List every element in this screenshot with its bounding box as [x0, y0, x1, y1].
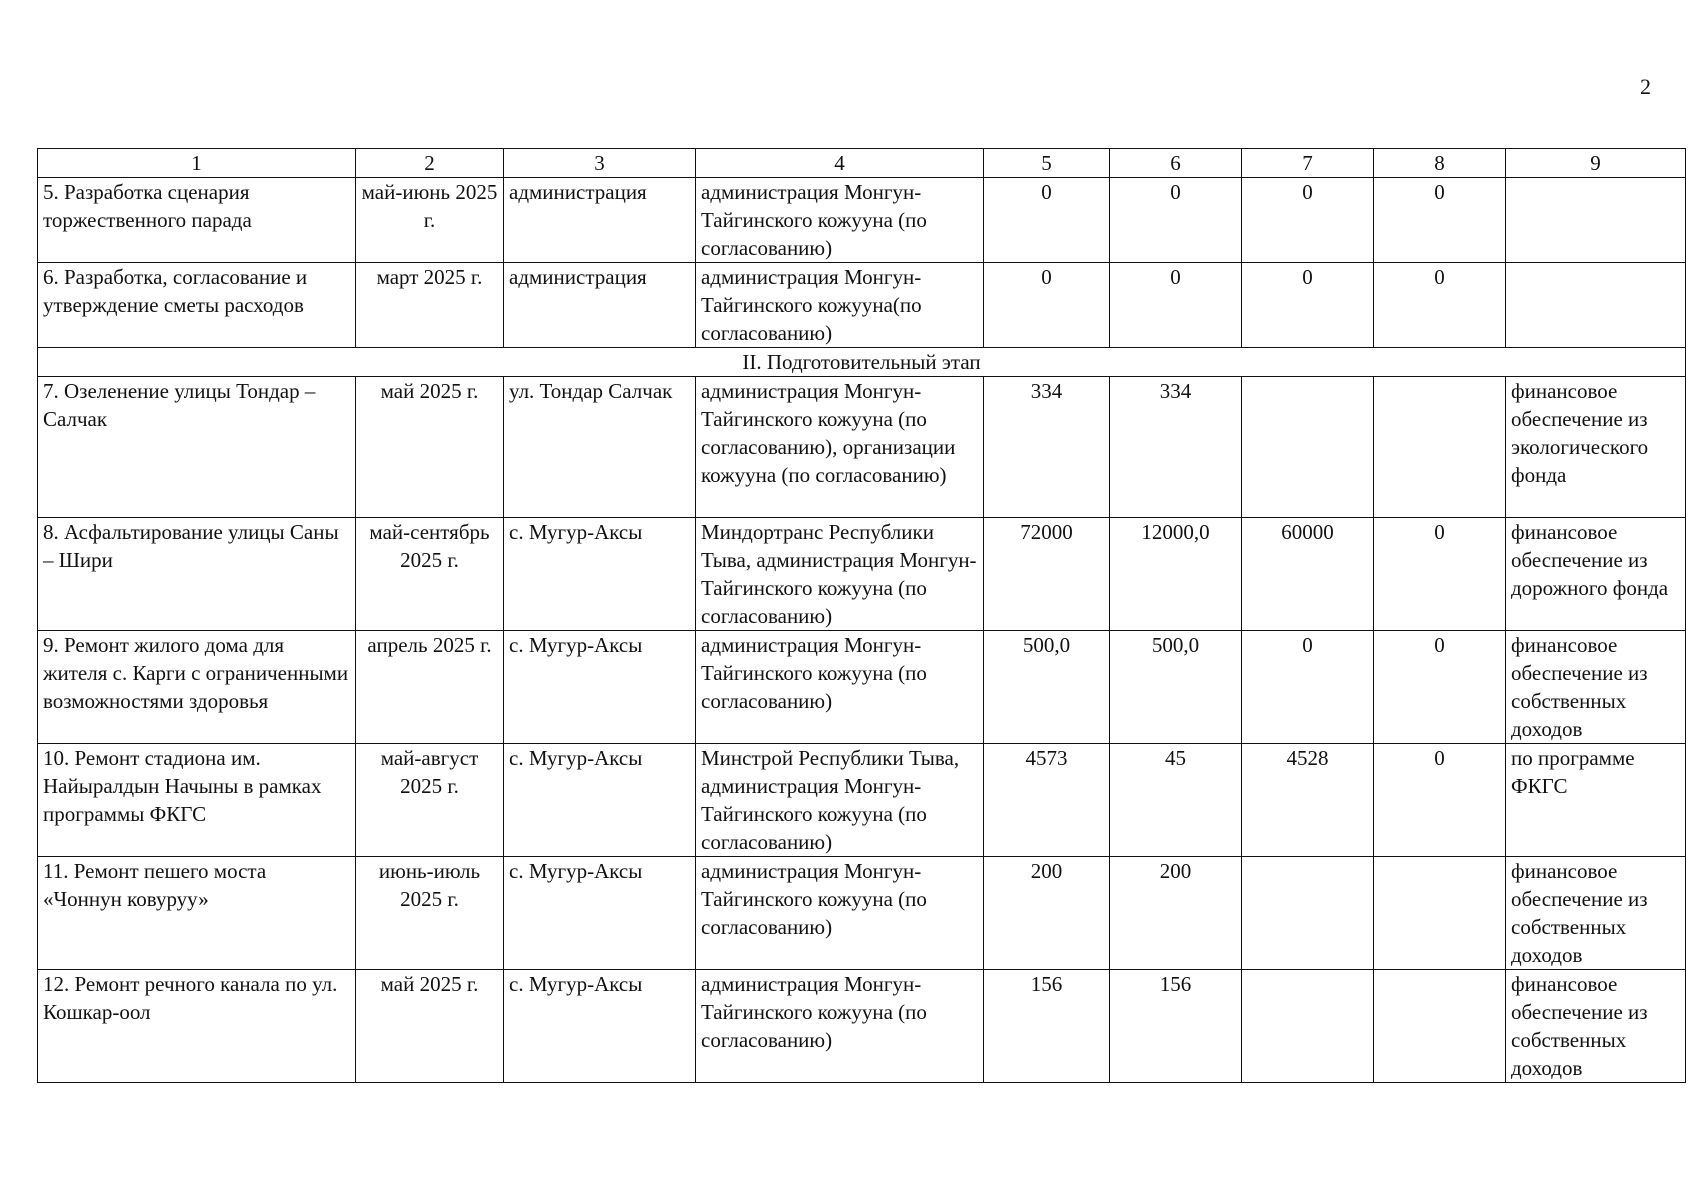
responsible-cell: Минстрой Республики Тыва, администрация Монгун-Тайгинского кожууна (по согласованию) — [696, 744, 984, 857]
col8-cell — [1374, 377, 1506, 518]
place-cell: с. Мугур-Аксы — [504, 631, 696, 744]
place-cell: администрация — [504, 263, 696, 348]
place-cell: с. Мугур-Аксы — [504, 857, 696, 970]
col8-cell — [1374, 970, 1506, 1083]
event-cell: 5. Разработка сценария торжественного парада — [38, 178, 356, 263]
column-header-8: 8 — [1374, 149, 1506, 178]
col8-cell: 0 — [1374, 518, 1506, 631]
place-cell: администрация — [504, 178, 696, 263]
event-cell: 12. Ремонт речного канала по ул. Кошкар-оол — [38, 970, 356, 1083]
table-row — [38, 970, 1686, 1083]
column-header-2: 2 — [356, 149, 504, 178]
event-cell: 9. Ремонт жилого дома для жителя с. Карги с ограниченными возможностями здоровья — [38, 631, 356, 744]
col8-cell: 0 — [1374, 744, 1506, 857]
col6-cell: 500,0 — [1110, 631, 1242, 744]
date-cell: апрель 2025 г. — [356, 631, 504, 744]
section-title: II. Подготовительный этап — [38, 348, 1686, 377]
column-header-9: 9 — [1506, 149, 1686, 178]
col5-cell: 156 — [984, 970, 1110, 1083]
note-cell: финансовое обеспечение из экологического фонда — [1506, 377, 1686, 518]
note-cell: финансовое обеспечение из собственных доходов — [1506, 857, 1686, 970]
note-cell: финансовое обеспечение из дорожного фонда — [1506, 518, 1686, 631]
col7-cell — [1242, 970, 1374, 1083]
note-cell — [1506, 178, 1686, 263]
col8-cell: 0 — [1374, 178, 1506, 263]
col6-cell: 0 — [1110, 263, 1242, 348]
date-cell: май-июнь 2025 г. — [356, 178, 504, 263]
date-cell: май-сентябрь 2025 г. — [356, 518, 504, 631]
col6-cell: 334 — [1110, 377, 1242, 518]
date-cell: июнь-июль 2025 г. — [356, 857, 504, 970]
event-cell: 11. Ремонт пешего моста «Чоннун ковуруу» — [38, 857, 356, 970]
table-row — [38, 263, 1686, 348]
section-row — [38, 348, 1686, 377]
col6-cell: 156 — [1110, 970, 1242, 1083]
col5-cell: 0 — [984, 263, 1110, 348]
event-cell: 10. Ремонт стадиона им. Найыралдын Начыны в рамках программы ФКГС — [38, 744, 356, 857]
page-number: 2 — [1640, 74, 1651, 99]
note-cell: по программе ФКГС — [1506, 744, 1686, 857]
col7-cell: 0 — [1242, 263, 1374, 348]
note-cell: финансовое обеспечение из собственных доходов — [1506, 631, 1686, 744]
date-cell: май 2025 г. — [356, 970, 504, 1083]
column-header-1: 1 — [38, 149, 356, 178]
column-header-5: 5 — [984, 149, 1110, 178]
col6-cell: 200 — [1110, 857, 1242, 970]
responsible-cell: администрация Монгун-Тайгинского кожууна (по согласованию) — [696, 970, 984, 1083]
date-cell: май-август 2025 г. — [356, 744, 504, 857]
col6-cell: 0 — [1110, 178, 1242, 263]
col6-cell: 45 — [1110, 744, 1242, 857]
place-cell: с. Мугур-Аксы — [504, 518, 696, 631]
column-header-3: 3 — [504, 149, 696, 178]
date-cell: май 2025 г. — [356, 377, 504, 518]
col8-cell — [1374, 857, 1506, 970]
col8-cell: 0 — [1374, 263, 1506, 348]
note-cell: финансовое обеспечение из собственных доходов — [1506, 970, 1686, 1083]
place-cell: с. Мугур-Аксы — [504, 744, 696, 857]
responsible-cell: Миндортранс Республики Тыва, администрация Монгун-Тайгинского кожууна (по согласованию) — [696, 518, 984, 631]
column-header-4: 4 — [696, 149, 984, 178]
responsible-cell: администрация Монгун-Тайгинского кожууна (по согласованию) — [696, 857, 984, 970]
col5-cell: 500,0 — [984, 631, 1110, 744]
table-row — [38, 377, 1686, 518]
column-header-7: 7 — [1242, 149, 1374, 178]
event-cell: 8. Асфальтирование улицы Саны – Шири — [38, 518, 356, 631]
col7-cell: 0 — [1242, 178, 1374, 263]
col7-cell — [1242, 857, 1374, 970]
column-header-6: 6 — [1110, 149, 1242, 178]
responsible-cell: администрация Монгун-Тайгинского кожууна(по согласованию) — [696, 263, 984, 348]
table-row — [38, 178, 1686, 263]
table-row — [38, 857, 1686, 970]
col7-cell: 0 — [1242, 631, 1374, 744]
place-cell: ул. Тондар Салчак — [504, 377, 696, 518]
responsible-cell: администрация Монгун-Тайгинского кожууна (по согласованию) — [696, 631, 984, 744]
event-cell: 7. Озеленение улицы Тондар – Салчак — [38, 377, 356, 518]
col7-cell: 4528 — [1242, 744, 1374, 857]
col7-cell — [1242, 377, 1374, 518]
col5-cell: 4573 — [984, 744, 1110, 857]
col5-cell: 200 — [984, 857, 1110, 970]
header-row — [38, 149, 1686, 178]
col8-cell: 0 — [1374, 631, 1506, 744]
col5-cell: 0 — [984, 178, 1110, 263]
responsible-cell: администрация Монгун-Тайгинского кожууна (по согласованию) — [696, 178, 984, 263]
col5-cell: 72000 — [984, 518, 1110, 631]
col7-cell: 60000 — [1242, 518, 1374, 631]
responsible-cell: администрация Монгун-Тайгинского кожууна (по согласованию), организации кожууна (по согласованию) — [696, 377, 984, 518]
table-row — [38, 631, 1686, 744]
place-cell: с. Мугур-Аксы — [504, 970, 696, 1083]
date-cell: март 2025 г. — [356, 263, 504, 348]
table-row — [38, 518, 1686, 631]
table-row — [38, 744, 1686, 857]
events-table — [37, 148, 1686, 1083]
col5-cell: 334 — [984, 377, 1110, 518]
note-cell — [1506, 263, 1686, 348]
event-cell: 6. Разработка, согласование и утверждение сметы расходов — [38, 263, 356, 348]
col6-cell: 12000,0 — [1110, 518, 1242, 631]
